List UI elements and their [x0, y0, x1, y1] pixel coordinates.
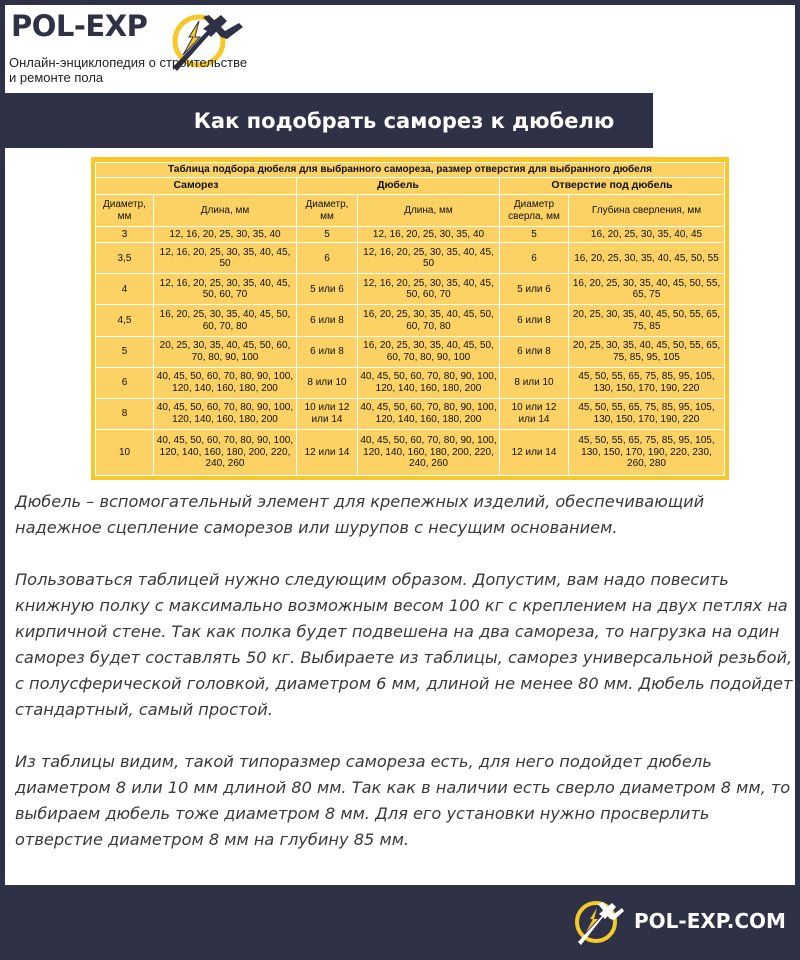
table-cell: 6 или 8 [500, 336, 569, 367]
header-cell: Длина, мм [358, 195, 500, 227]
header-cell: Диаметр сверла, мм [500, 195, 569, 227]
footer-brand[interactable] [572, 896, 792, 950]
table-cell: 20, 25, 30, 35, 40, 45, 50, 55, 65, 75, 85, 95, 105 [569, 336, 725, 367]
dowel-table-image [91, 157, 729, 480]
table-cell: 10 [96, 429, 154, 475]
logo-tagline: Онлайн-энциклопедия о строительстве и ремонте пола [9, 55, 248, 85]
table-cell: 5 [500, 227, 569, 243]
table-cell: 16, 20, 25, 30, 35, 40, 45, 50, 55 [569, 243, 725, 274]
group-screw: Саморез [96, 178, 297, 195]
table-row [96, 336, 725, 367]
table-cell: 4,5 [96, 305, 154, 336]
table-cell: 12 или 14 [500, 429, 569, 475]
dowel-table [95, 162, 725, 476]
table-cell: 4 [96, 274, 154, 305]
table-cell: 6 [96, 367, 154, 398]
table-cell: 20, 25, 30, 35, 40, 45, 50, 60, 70, 80, 90, 100 [154, 336, 297, 367]
article-paragraph: Пользоваться таблицей нужно следующим образом. Допустим, вам надо повесить книжную полку с максимально возможным весом 100 кг с креплением на двух петлях на кирпичной стене. Так как полка будет подвешена на два самореза, то нагрузка на один саморез будет составлять 50 кг. Выбираете из таблицы, саморез универсальной резьбой, с полусферической головкой, диаметром 6 мм, длиной не менее 80 мм. Дюбель подойдет стандартный, самый простой. [15, 570, 793, 719]
page-title: Как подобрать саморез к дюбелю [193, 108, 615, 133]
table-cell: 45, 50, 55, 65, 75, 85, 95, 105, 130, 150, 170, 190, 220 [569, 367, 725, 398]
header-cell: Диаметр, мм [96, 195, 154, 227]
group-dowel: Дюбель [297, 178, 500, 195]
table-cell: 10 или 12 или 14 [297, 398, 358, 429]
table-row [96, 227, 725, 243]
article-paragraph: Из таблицы видим, такой типоразмер самореза есть, для него подойдет дюбель диаметром 8 или 10 мм длиной 80 мм. Так как в наличии есть сверло диаметром 8 мм, то выбираем дюбель тоже диаметром 8 мм. Для его установки нужно просверлить отверстие диаметром 8 мм на глубину 85 мм. [15, 752, 791, 849]
table-cell: 12, 16, 20, 25, 30, 35, 40, 45, 50, 60, 70 [358, 274, 500, 305]
table-cell: 6 или 8 [500, 305, 569, 336]
table-cell: 40, 45, 50, 60, 70, 80, 90, 100, 120, 140, 160, 180, 200, 220, 240, 260 [358, 429, 500, 475]
table-cell: 45, 50, 55, 65, 75, 85, 95, 105, 130, 150, 170, 190, 220 [569, 398, 725, 429]
title-band [5, 93, 653, 148]
page-card [5, 5, 795, 885]
table-row [96, 243, 725, 274]
site-logo[interactable] [5, 5, 255, 95]
article-body [15, 489, 795, 879]
header-cell: Длина, мм [154, 195, 297, 227]
table-caption: Таблица подбора дюбеля для выбранного самореза, размер отверстия для выбранного дюбеля [96, 163, 725, 178]
table-cell: 10 или 12 или 14 [500, 398, 569, 429]
table-cell: 8 или 10 [297, 367, 358, 398]
table-cell: 40, 45, 50, 60, 70, 80, 90, 100, 120, 140, 160, 180, 200, 220, 240, 260 [154, 429, 297, 475]
table-cell: 3,5 [96, 243, 154, 274]
table-cell: 6 или 8 [297, 336, 358, 367]
table-row [96, 398, 725, 429]
table-row [96, 274, 725, 305]
table-cell: 45, 50, 55, 65, 75, 85, 95, 105, 130, 150, 170, 190, 220, 230, 260, 280 [569, 429, 725, 475]
article-paragraph: Дюбель – вспомогательный элемент для крепежных изделий, обеспечивающий надежное сцепление саморезов или шурупов с несущим основанием. [15, 492, 705, 537]
table-row [96, 305, 725, 336]
table-cell: 8 [96, 398, 154, 429]
table-cell: 3 [96, 227, 154, 243]
table-cell: 16, 20, 25, 30, 35, 40, 45 [569, 227, 725, 243]
logo-text: POL-EXP [11, 9, 148, 43]
group-hole: Отверстие под дюбель [500, 178, 725, 195]
table-cell: 40, 45, 50, 60, 70, 80, 90, 100, 120, 140, 160, 180, 200 [358, 398, 500, 429]
table-cell: 5 [297, 227, 358, 243]
table-cell: 6 или 8 [297, 305, 358, 336]
footer-site-name: POL-EXP.COM [634, 909, 786, 933]
table-cell: 16, 20, 25, 30, 35, 40, 45, 50, 60, 70, 80 [358, 305, 500, 336]
table-row [96, 429, 725, 475]
table-cell: 12, 16, 20, 25, 30, 35, 40, 45, 50 [154, 243, 297, 274]
header-cell: Диаметр, мм [297, 195, 358, 227]
table-cell: 12 или 14 [297, 429, 358, 475]
table-cell: 6 [500, 243, 569, 274]
table-cell: 5 или 6 [500, 274, 569, 305]
table-cell: 20, 25, 30, 35, 40, 45, 50, 55, 65, 75, 85 [569, 305, 725, 336]
table-cell: 12, 16, 20, 25, 30, 35, 40, 45, 50 [358, 243, 500, 274]
table-cell: 16, 20, 25, 30, 35, 40, 45, 50, 60, 70, 80 [154, 305, 297, 336]
table-cell: 40, 45, 50, 60, 70, 80, 90, 100, 120, 140, 160, 180, 200 [154, 398, 297, 429]
table-cell: 8 или 10 [500, 367, 569, 398]
table-cell: 12, 16, 20, 25, 30, 35, 40 [154, 227, 297, 243]
table-cell: 40, 45, 50, 60, 70, 80, 90, 100, 120, 140, 160, 180, 200 [154, 367, 297, 398]
table-cell: 6 [297, 243, 358, 274]
table-cell: 12, 16, 20, 25, 30, 35, 40 [358, 227, 500, 243]
tools-lightning-icon [572, 898, 624, 946]
table-row [96, 367, 725, 398]
table-cell: 16, 20, 25, 30, 35, 40, 45, 50, 55, 65, 75 [569, 274, 725, 305]
table-cell: 5 [96, 336, 154, 367]
header-cell: Глубина сверления, мм [569, 195, 725, 227]
table-cell: 12, 16, 20, 25, 30, 35, 40, 45, 50, 60, 70 [154, 274, 297, 305]
table-cell: 5 или 6 [297, 274, 358, 305]
table-cell: 16, 20, 25, 30, 35, 40, 45, 50, 60, 70, 80, 90, 100 [358, 336, 500, 367]
table-cell: 40, 45, 50, 60, 70, 80, 90, 100, 120, 140, 160, 180, 200 [358, 367, 500, 398]
